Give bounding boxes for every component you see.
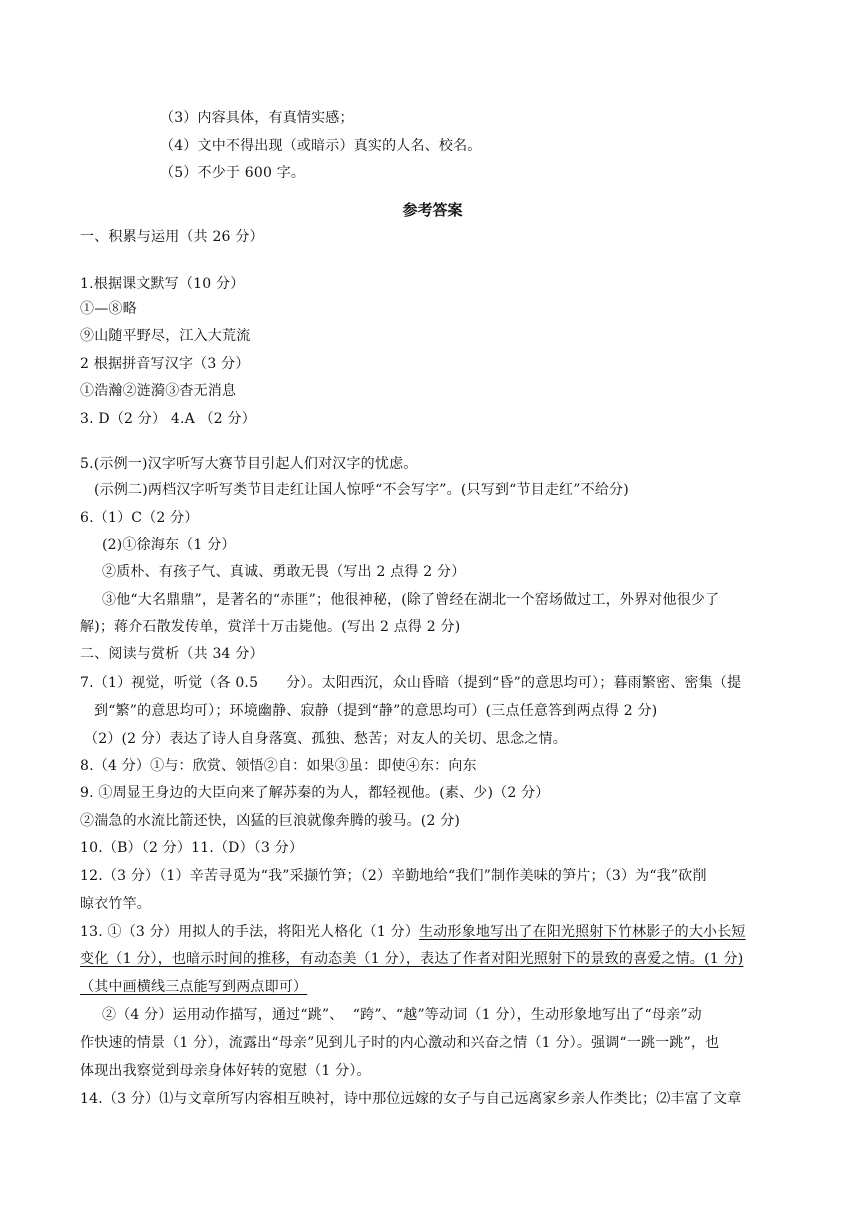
q6-part-3: ②质朴、有孩子气、真诚、勇敢无畏（写出 2 点得 2 分） — [102, 564, 466, 580]
q13-part-1 — [80, 922, 746, 942]
q13-part-5: 作快速的情景（1 分），流露出“母亲”见到儿子时的内心激动和兴奋之情（1 分）。强调“一跳一跳”，也 — [80, 1035, 720, 1051]
q5-example-1: 5.(示例一)汉字听写大赛节目引起人们对汉字的忧虑。 — [80, 456, 418, 472]
q1-answer-a: ①—⑧略 — [80, 301, 137, 317]
q10-q11-answer: 10.（B）（2 分）11.（D）（3 分） — [80, 840, 304, 856]
q13-part-1-text: 13. ①（3 分）用拟人的手法，将阳光人格化（1 分） — [80, 924, 420, 940]
q1-answer-b: ⑨山随平野尽，江入大荒流 — [80, 328, 251, 344]
q14-part-1: 14.（3 分）⑴与文章所写内容相互映衬，诗中那位远嫁的女子与自己远离家乡亲人作类比；⑵丰富了文章 — [80, 1091, 742, 1107]
q9-part-1: 9. ①周显王身边的大臣向来了解苏秦的为人，都轻视他。(素、少)（2 分） — [80, 785, 550, 801]
q5-example-2: (示例二)两档汉字听写类节目走红让国人惊呼“不会写字”。(只写到“节目走红”不给分) — [94, 482, 629, 498]
page-title: 参考答案 — [402, 201, 463, 219]
q6-part-1: 6.（1）C（2 分） — [80, 510, 199, 526]
requirement-4: （4）文中不得出现（或暗示）真实的人名、校名。 — [160, 138, 482, 154]
q13-part-4: ②（4 分）运用动作描写，通过“跳”、 “跨”、“越”等动词（1 分），生动形象地写出了“母亲”动 — [102, 1007, 702, 1023]
q3-q4-answer: 3. D（2 分） 4.A （2 分） — [80, 411, 256, 427]
q9-part-2: ②湍急的水流比箭还快，凶猛的巨浪就像奔腾的骏马。(2 分) — [80, 813, 461, 829]
q6-part-4: ③他“大名鼎鼎”，是著名的“赤匪”；他很神秘，(除了曾经在湖北一个窑场做过工，外界对他很少了 — [102, 592, 720, 608]
q12-part-1: 12.（3 分）（1）辛苦寻觅为“我”采撷竹笋；（2）辛勤地给“我们”制作美味的笋片；（3）为“我”砍削 — [80, 868, 707, 884]
requirement-3: （3）内容具体，有真情实感； — [160, 110, 354, 126]
q1-heading: 1.根据课文默写（10 分） — [80, 276, 245, 292]
q2-answer: ①浩瀚②涟漪③杳无消息 — [80, 383, 237, 399]
requirement-5: （5）不少于 600 字。 — [160, 165, 306, 181]
q7-part-1: 7.（1）视觉，听觉（各 0.5 分）。太阳西沉，众山昏暗（提到“昏”的意思均可）；暮雨繁密、密集（提 — [80, 675, 742, 691]
q13-part-3-note: （其中画横线三点能写到两点即可） — [80, 979, 308, 995]
section-1-heading: 一、积累与运用（共 26 分） — [80, 229, 264, 245]
section-2-heading: 二、阅读与赏析（共 34 分） — [80, 646, 264, 662]
q13-part-1-underlined: 生动形象地写出了在阳光照射下竹林影子的大小长短 — [419, 924, 746, 940]
q6-part-2: (2)①徐海东（1 分） — [102, 537, 236, 553]
q7-part-3: （2）(2 分）表达了诗人自身落寞、孤独、愁苦；对友人的关切、思念之情。 — [84, 731, 567, 747]
q12-part-2: 晾衣竹竿。 — [80, 896, 151, 912]
q13-part-6: 体现出我察觉到母亲身体好转的宽慰（1 分）。 — [80, 1063, 371, 1079]
q8-answer: 8.（4 分）①与：欣赏、领悟②自：如果③虽：即使④东：向东 — [80, 758, 477, 774]
q2-heading: 2 根据拼音写汉字（3 分） — [80, 356, 250, 372]
q13-part-2: 变化（1 分），也暗示时间的推移，有动态美（1 分），表达了作者对阳光照射下的景致的喜爱之情。(1 分) — [80, 951, 744, 967]
q6-part-5: 解)；蒋介石散发传单，赏洋十万击毙他。(写出 2 点得 2 分) — [80, 619, 461, 635]
q7-part-2: 到“繁”的意思均可）；环境幽静、寂静（提到“静”的意思均可）(三点任意答到两点得 2 分) — [94, 703, 658, 719]
